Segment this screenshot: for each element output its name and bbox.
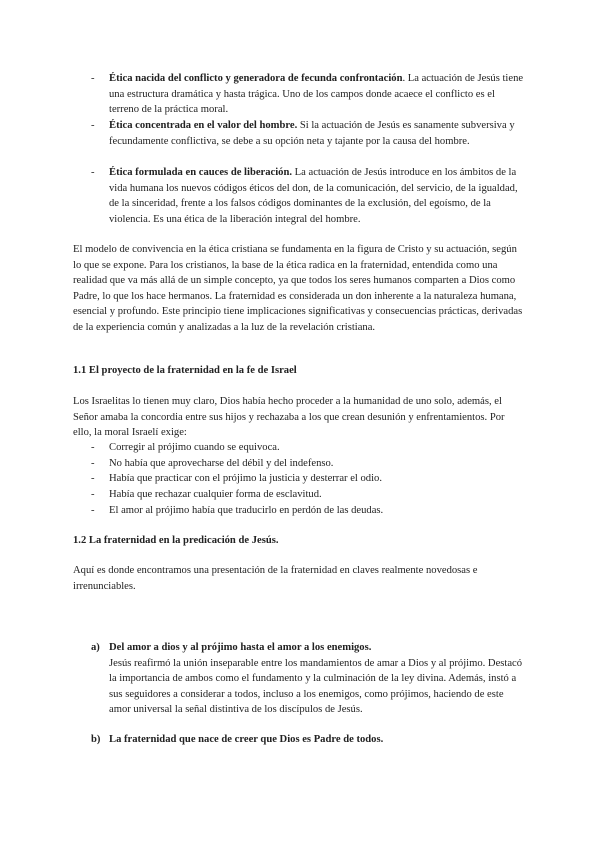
section-heading-1-2: 1.2 La fraternidad en la predicación de Jesús. (73, 535, 279, 546)
bullet-marker: - (91, 73, 95, 84)
paragraph-israel: Los Israelitas lo tienen muy claro, Dios había hecho proceder a la humanidad de uno solo, además, el Señor amaba la concordia entre sus hijos y rechazaba a los que crean desunión y enfrentamientos. Por ello, la moral Israelí exige: (73, 396, 505, 439)
sub-item-a (91, 640, 525, 718)
sub-item-marker: b) (91, 734, 101, 745)
paragraph-fraternity: El modelo de convivencia en la ética cristiana se fundamenta en la figura de Cristo y su actuación, según lo que se expone. Para los cristianos, la base de la ética radica en la fraternidad, entendida como una realidad que va más allá de un simple concepto, ya que todos los seres humanos comparten a Dios como Padre, lo que los hace hermanos. La fraternidad es considerada un don inherente a la naturaleza humana, esencial y profundo. Este principio tiene implicaciones significativas y consecuencias prácticas, derivadas de la experiencia común y analizadas a la luz de la revelación cristiana. (73, 244, 523, 333)
israel-bullet-2 (91, 456, 525, 472)
bullet-text: Había que practicar con el prójimo la justicia y desterrar el odio. (109, 473, 382, 484)
bullet-text: Corregir al prójimo cuando se equivoca. (109, 442, 280, 453)
bullet-text: La actuación de Jesús introduce en los ámbitos de la vida humana los nuevos códigos éticos del don, de la comunicación, del servicio, de la igualdad, de la sinceridad, frente a los falsos códigos dominantes de la exclusión, del egoísmo, de la violencia. Es una ética de la liberación integral del hombre. (109, 167, 518, 225)
bullet-heading: Ética formulada en cauces de liberación. (109, 167, 293, 178)
sub-item-title: Del amor a dios y al prójimo hasta el amor a los enemigos. (109, 642, 372, 653)
section-heading-1-1: 1.1 El proyecto de la fraternidad en la fe de Israel (73, 365, 297, 376)
bullet-text: Había que rechazar cualquier forma de esclavitud. (109, 489, 322, 500)
bullet-text: El amor al prójimo había que traducirlo en perdón de las deudas. (109, 505, 384, 516)
ethics-bullet-2 (91, 118, 525, 149)
ethics-bullet-3 (91, 165, 525, 227)
bullet-marker: - (91, 505, 95, 516)
israel-bullet-1 (91, 440, 525, 456)
bullet-marker: - (91, 473, 95, 484)
sub-item-title: La fraternidad que nace de creer que Dios es Padre de todos. (109, 734, 384, 745)
sub-item-b (91, 732, 525, 748)
bullet-marker: - (91, 167, 95, 178)
bullet-heading: Ética nacida del conflicto y generadora de fecunda confrontación (109, 73, 403, 84)
israel-bullet-5 (91, 503, 525, 519)
sub-item-marker: a) (91, 642, 100, 653)
bullet-heading: Ética concentrada en el valor del hombre. (109, 120, 298, 131)
bullet-text: No había que aprovecharse del débil y del indefenso. (109, 458, 334, 469)
israel-bullet-4 (91, 487, 525, 503)
israel-bullet-3 (91, 471, 525, 487)
bullet-marker: - (91, 442, 95, 453)
bullet-marker: - (91, 458, 95, 469)
bullet-text: Si la actuación de Jesús es sanamente subversiva y fecundamente conflictiva, se debe a su opción neta y tajante por la causa del hombre. (109, 120, 515, 147)
bullet-marker: - (91, 489, 95, 500)
bullet-text: . La actuación de Jesús tiene una estructura dramática y hasta trágica. Uno de los campos donde acaece el conflicto es el terreno de la práctica moral. (109, 73, 524, 116)
paragraph-jesus: Aquí es donde encontramos una presentación de la fraternidad en claves realmente novedosas e irrenunciables. (73, 565, 478, 592)
ethics-bullet-1 (91, 71, 525, 118)
sub-item-body: Jesús reafirmó la unión inseparable entre los mandamientos de amar a Dios y al prójimo. Destacó la importancia de ambos como el fundamento y la culminación de la ley divina. Además, instó a sus seguidores a considerar a todos, incluso a los enemigos, como prójimos, haciendo de este amor universal la señal distintiva de los discípulos de Jesús. (109, 657, 523, 716)
bullet-marker: - (91, 120, 95, 131)
